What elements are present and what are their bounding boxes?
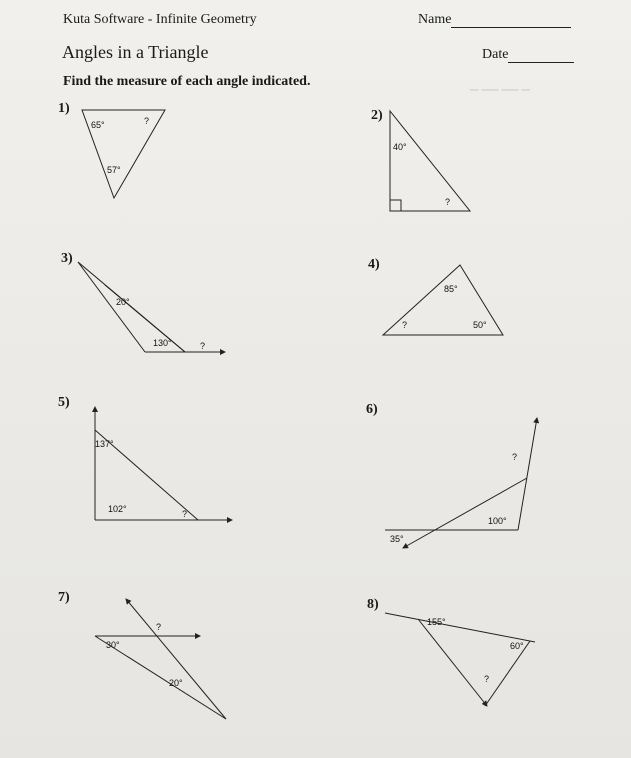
extended-side [126, 599, 226, 719]
angle-label: 65° [91, 120, 105, 130]
unknown-angle-label: ? [484, 674, 490, 684]
unknown-angle-label: ? [512, 452, 518, 462]
problem-5-diagram [95, 407, 232, 520]
angle-label: 137° [95, 439, 114, 449]
problem-number-8: 8) [367, 597, 379, 612]
right-angle-marker [390, 200, 401, 211]
problem-number-7: 7) [58, 590, 70, 605]
side [105, 285, 185, 352]
extended-side [418, 619, 490, 706]
unknown-angle-label: ? [402, 320, 408, 330]
problem-number-1: 1) [58, 101, 70, 116]
problem-number-4: 4) [368, 257, 380, 272]
angle-label: 100° [488, 516, 507, 526]
extended-side [403, 478, 527, 548]
angle-label: 85° [444, 284, 458, 294]
angle-label: 130° [153, 338, 172, 348]
unknown-angle-label: ? [144, 116, 150, 126]
unknown-angle-label: ? [182, 509, 188, 519]
problem-2-diagram [390, 111, 470, 211]
problem-4-diagram [383, 265, 503, 335]
problem-number-3: 3) [61, 251, 73, 266]
worksheet-title: Angles in a Triangle [62, 42, 209, 62]
date-label: Date [482, 47, 509, 62]
instructions: Find the measure of each angle indicated. [63, 74, 311, 89]
extended-side [518, 418, 537, 530]
angle-label: 102° [108, 504, 127, 514]
problem-number-5: 5) [58, 395, 70, 410]
angle-label: 155° [427, 617, 446, 627]
problem-1-diagram [82, 110, 165, 198]
problem-8-diagram [385, 613, 535, 706]
triangle-2 [390, 111, 470, 211]
problem-number-6: 6) [366, 402, 378, 417]
angle-label: 20° [116, 297, 130, 307]
angle-label: 57° [107, 165, 121, 175]
bleed-through: ▁ ▁▁ ▁▁ ▁ [470, 79, 530, 91]
unknown-angle-label: ? [200, 341, 206, 351]
angle-label: 50° [473, 320, 487, 330]
problem-3-diagram [78, 262, 225, 352]
side [390, 614, 535, 642]
unknown-angle-label: ? [445, 197, 451, 207]
angle-label: 35° [390, 534, 404, 544]
problem-number-2: 2) [371, 108, 383, 123]
publisher-label: Kuta Software - Infinite Geometry [63, 12, 257, 27]
problem-6-diagram [385, 418, 537, 548]
problem-7-diagram [95, 599, 226, 719]
angle-label: 60° [510, 641, 524, 651]
name-label: Name [418, 12, 452, 27]
angle-label: 20° [169, 678, 183, 688]
unknown-angle-label: ? [156, 622, 162, 632]
angle-label: 30° [106, 640, 120, 650]
side [78, 262, 145, 352]
angle-label: 40° [393, 142, 407, 152]
